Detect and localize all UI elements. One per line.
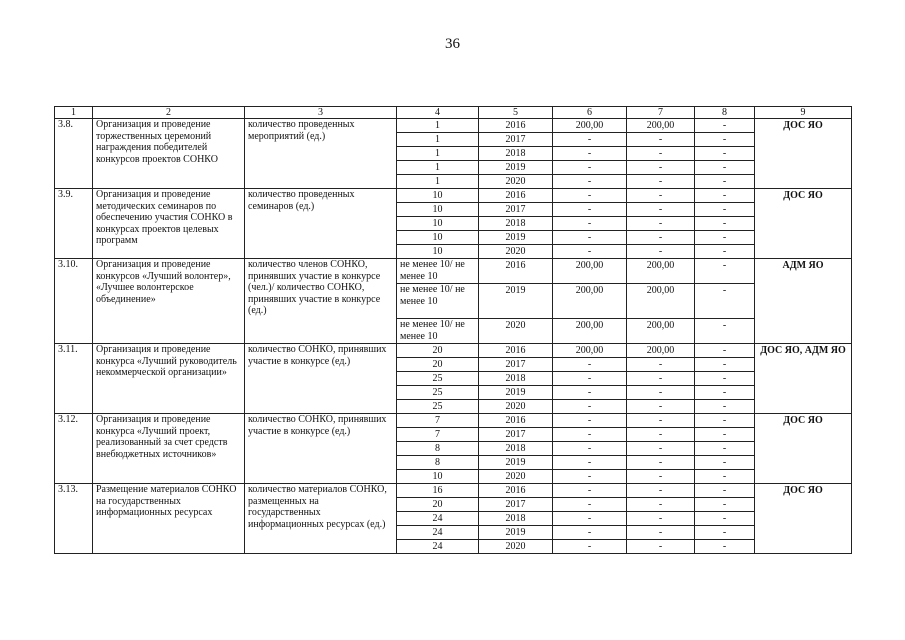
column-number: 7 [627, 107, 695, 119]
regional-budget-cell: - [627, 414, 695, 428]
table-row [55, 259, 852, 284]
item-number-cell: 3.9. [55, 189, 93, 259]
other-sources-cell: - [695, 386, 755, 400]
column-number-row [55, 107, 852, 119]
year-cell: 2019 [479, 526, 553, 540]
regional-budget-cell: - [627, 428, 695, 442]
target-value-cell: 8 [397, 442, 479, 456]
total-funding-cell: - [553, 512, 627, 526]
target-value-cell: не менее 10/ не менее 10 [397, 259, 479, 284]
regional-budget-cell: - [627, 540, 695, 554]
executor-cell: ДОС ЯО [755, 414, 852, 484]
year-cell: 2018 [479, 372, 553, 386]
total-funding-cell: - [553, 414, 627, 428]
year-cell: 2016 [479, 414, 553, 428]
regional-budget-cell: - [627, 400, 695, 414]
other-sources-cell: - [695, 175, 755, 189]
table-row [55, 414, 852, 428]
target-value-cell: 7 [397, 428, 479, 442]
regional-budget-cell: - [627, 526, 695, 540]
target-value-cell: 10 [397, 203, 479, 217]
item-number-cell: 3.12. [55, 414, 93, 484]
target-value-cell: 10 [397, 470, 479, 484]
column-number: 5 [479, 107, 553, 119]
measure-name-cell: Организация и проведение торжественных церемоний награждения победителей конкурсов проектов СОНКО [93, 119, 245, 189]
column-number: 3 [245, 107, 397, 119]
other-sources-cell: - [695, 470, 755, 484]
year-cell: 2019 [479, 161, 553, 175]
regional-budget-cell: - [627, 456, 695, 470]
executor-cell: ДОС ЯО, АДМ ЯО [755, 344, 852, 414]
target-value-cell: 24 [397, 512, 479, 526]
total-funding-cell: 200,00 [553, 284, 627, 319]
target-value-cell: 20 [397, 344, 479, 358]
other-sources-cell: - [695, 161, 755, 175]
measure-name-cell: Организация и проведение конкурса «Лучший руководитель некоммерческой организации» [93, 344, 245, 414]
regional-budget-cell: 200,00 [627, 119, 695, 133]
total-funding-cell: - [553, 189, 627, 203]
target-value-cell: не менее 10/ не менее 10 [397, 319, 479, 344]
item-number-cell: 3.13. [55, 484, 93, 554]
target-value-cell: 20 [397, 498, 479, 512]
year-cell: 2016 [479, 344, 553, 358]
total-funding-cell: - [553, 540, 627, 554]
measure-name-cell: Организация и проведение методических семинаров по обеспечению участия СОНКО в конкурсах проектов целевых программ [93, 189, 245, 259]
measures-table [54, 106, 852, 554]
table-row [55, 189, 852, 203]
other-sources-cell: - [695, 231, 755, 245]
target-value-cell: 24 [397, 540, 479, 554]
year-cell: 2019 [479, 386, 553, 400]
total-funding-cell: - [553, 133, 627, 147]
year-cell: 2018 [479, 512, 553, 526]
executor-cell: ДОС ЯО [755, 189, 852, 259]
indicator-cell: количество членов СОНКО, принявших участие в конкурсе (чел.)/ количество СОНКО, принявших участие в конкурсе (ед.) [245, 259, 397, 344]
other-sources-cell: - [695, 526, 755, 540]
other-sources-cell: - [695, 119, 755, 133]
year-cell: 2020 [479, 245, 553, 259]
other-sources-cell: - [695, 498, 755, 512]
other-sources-cell: - [695, 414, 755, 428]
executor-cell: ДОС ЯО [755, 119, 852, 189]
total-funding-cell: - [553, 526, 627, 540]
year-cell: 2020 [479, 400, 553, 414]
total-funding-cell: - [553, 147, 627, 161]
total-funding-cell: - [553, 175, 627, 189]
year-cell: 2016 [479, 119, 553, 133]
indicator-cell: количество СОНКО, принявших участие в конкурсе (ед.) [245, 414, 397, 484]
year-cell: 2017 [479, 133, 553, 147]
total-funding-cell: 200,00 [553, 344, 627, 358]
target-value-cell: 20 [397, 358, 479, 372]
year-cell: 2019 [479, 284, 553, 319]
total-funding-cell: - [553, 498, 627, 512]
other-sources-cell: - [695, 284, 755, 319]
indicator-cell: количество материалов СОНКО, размещенных на государственных информационных ресурсах (ед.) [245, 484, 397, 554]
indicator-cell: количество проведенных мероприятий (ед.) [245, 119, 397, 189]
year-cell: 2020 [479, 540, 553, 554]
other-sources-cell: - [695, 259, 755, 284]
year-cell: 2019 [479, 231, 553, 245]
indicator-cell: количество СОНКО, принявших участие в конкурсе (ед.) [245, 344, 397, 414]
column-number: 4 [397, 107, 479, 119]
target-value-cell: 10 [397, 231, 479, 245]
target-value-cell: 1 [397, 119, 479, 133]
other-sources-cell: - [695, 512, 755, 526]
column-number: 2 [93, 107, 245, 119]
target-value-cell: 25 [397, 400, 479, 414]
other-sources-cell: - [695, 540, 755, 554]
year-cell: 2020 [479, 175, 553, 189]
target-value-cell: 1 [397, 147, 479, 161]
regional-budget-cell: 200,00 [627, 259, 695, 284]
page-number: 36 [445, 36, 460, 52]
target-value-cell: 25 [397, 372, 479, 386]
year-cell: 2019 [479, 456, 553, 470]
item-number-cell: 3.11. [55, 344, 93, 414]
total-funding-cell: - [553, 217, 627, 231]
regional-budget-cell: - [627, 470, 695, 484]
table-body [55, 119, 852, 554]
item-number-cell: 3.8. [55, 119, 93, 189]
column-number: 1 [55, 107, 93, 119]
column-number: 9 [755, 107, 852, 119]
regional-budget-cell: - [627, 189, 695, 203]
year-cell: 2018 [479, 217, 553, 231]
executor-cell: АДМ ЯО [755, 259, 852, 344]
year-cell: 2020 [479, 470, 553, 484]
year-cell: 2016 [479, 484, 553, 498]
regional-budget-cell: 200,00 [627, 284, 695, 319]
target-value-cell: 1 [397, 133, 479, 147]
year-cell: 2018 [479, 442, 553, 456]
year-cell: 2017 [479, 358, 553, 372]
target-value-cell: 16 [397, 484, 479, 498]
target-value-cell: 10 [397, 189, 479, 203]
regional-budget-cell: 200,00 [627, 319, 695, 344]
target-value-cell: 1 [397, 161, 479, 175]
other-sources-cell: - [695, 442, 755, 456]
other-sources-cell: - [695, 147, 755, 161]
year-cell: 2017 [479, 428, 553, 442]
total-funding-cell: - [553, 386, 627, 400]
column-number: 6 [553, 107, 627, 119]
year-cell: 2017 [479, 203, 553, 217]
indicator-cell: количество проведенных семинаров (ед.) [245, 189, 397, 259]
other-sources-cell: - [695, 358, 755, 372]
item-number-cell: 3.10. [55, 259, 93, 344]
other-sources-cell: - [695, 428, 755, 442]
total-funding-cell: - [553, 470, 627, 484]
regional-budget-cell: - [627, 358, 695, 372]
measure-name-cell: Организация и проведение конкурсов «Лучший волонтер», «Лучшее волонтерское объединение» [93, 259, 245, 344]
regional-budget-cell: - [627, 372, 695, 386]
other-sources-cell: - [695, 484, 755, 498]
target-value-cell: 10 [397, 245, 479, 259]
regional-budget-cell: 200,00 [627, 344, 695, 358]
total-funding-cell: - [553, 203, 627, 217]
total-funding-cell: - [553, 231, 627, 245]
total-funding-cell: 200,00 [553, 259, 627, 284]
total-funding-cell: - [553, 161, 627, 175]
column-number: 8 [695, 107, 755, 119]
regional-budget-cell: - [627, 386, 695, 400]
regional-budget-cell: - [627, 161, 695, 175]
other-sources-cell: - [695, 456, 755, 470]
total-funding-cell: 200,00 [553, 319, 627, 344]
year-cell: 2020 [479, 319, 553, 344]
total-funding-cell: - [553, 400, 627, 414]
table-row [55, 344, 852, 358]
year-cell: 2018 [479, 147, 553, 161]
year-cell: 2017 [479, 498, 553, 512]
total-funding-cell: - [553, 442, 627, 456]
regional-budget-cell: - [627, 245, 695, 259]
total-funding-cell: - [553, 372, 627, 386]
target-value-cell: не менее 10/ не менее 10 [397, 284, 479, 319]
other-sources-cell: - [695, 344, 755, 358]
regional-budget-cell: - [627, 133, 695, 147]
measure-name-cell: Размещение материалов СОНКО на государственных информационных ресурсах [93, 484, 245, 554]
table-row [55, 484, 852, 498]
target-value-cell: 10 [397, 217, 479, 231]
other-sources-cell: - [695, 189, 755, 203]
year-cell: 2016 [479, 189, 553, 203]
total-funding-cell: - [553, 428, 627, 442]
other-sources-cell: - [695, 217, 755, 231]
target-value-cell: 8 [397, 456, 479, 470]
table-row [55, 119, 852, 133]
total-funding-cell: - [553, 484, 627, 498]
other-sources-cell: - [695, 133, 755, 147]
regional-budget-cell: - [627, 203, 695, 217]
executor-cell: ДОС ЯО [755, 484, 852, 554]
other-sources-cell: - [695, 400, 755, 414]
other-sources-cell: - [695, 203, 755, 217]
other-sources-cell: - [695, 372, 755, 386]
target-value-cell: 7 [397, 414, 479, 428]
year-cell: 2016 [479, 259, 553, 284]
regional-budget-cell: - [627, 498, 695, 512]
regional-budget-cell: - [627, 147, 695, 161]
target-value-cell: 1 [397, 175, 479, 189]
regional-budget-cell: - [627, 512, 695, 526]
total-funding-cell: - [553, 245, 627, 259]
other-sources-cell: - [695, 319, 755, 344]
total-funding-cell: 200,00 [553, 119, 627, 133]
regional-budget-cell: - [627, 217, 695, 231]
regional-budget-cell: - [627, 175, 695, 189]
regional-budget-cell: - [627, 484, 695, 498]
measure-name-cell: Организация и проведение конкурса «Лучший проект, реализованный за счет средств внебюджетных источников» [93, 414, 245, 484]
total-funding-cell: - [553, 358, 627, 372]
target-value-cell: 25 [397, 386, 479, 400]
regional-budget-cell: - [627, 231, 695, 245]
total-funding-cell: - [553, 456, 627, 470]
other-sources-cell: - [695, 245, 755, 259]
regional-budget-cell: - [627, 442, 695, 456]
target-value-cell: 24 [397, 526, 479, 540]
